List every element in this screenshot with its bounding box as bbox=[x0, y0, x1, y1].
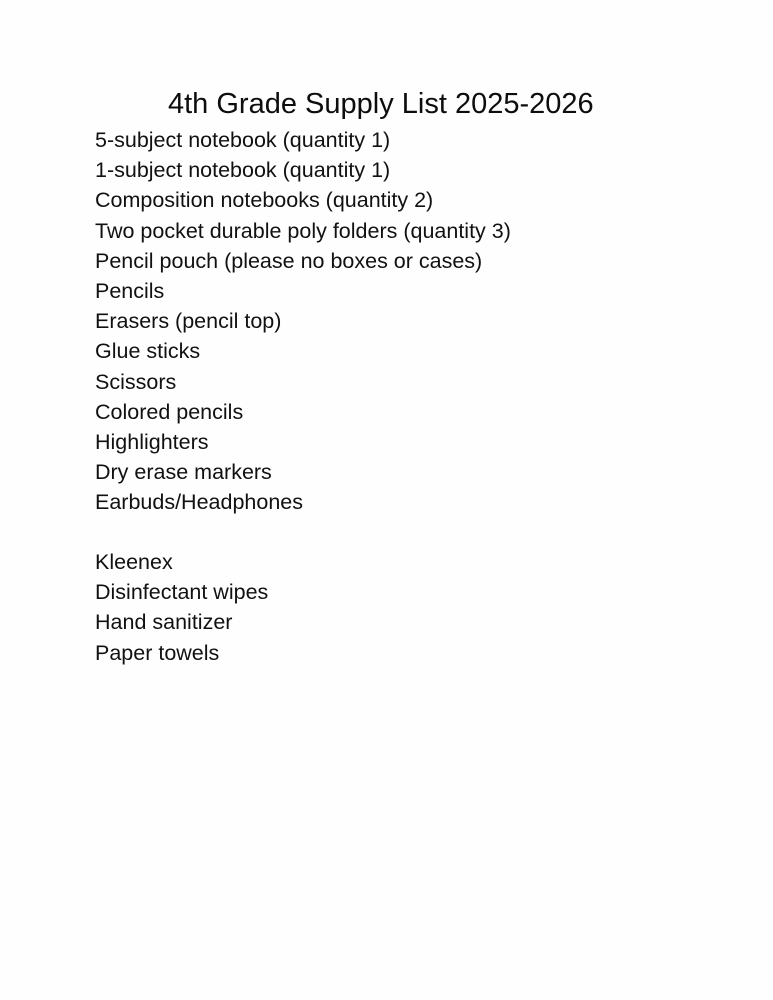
list-item: Paper towels bbox=[95, 640, 220, 665]
list-item: Highlighters bbox=[95, 429, 209, 454]
classroom-supply-list bbox=[95, 547, 268, 668]
list-item: 5-subject notebook (quantity 1) bbox=[95, 128, 391, 152]
list-item: Kleenex bbox=[95, 550, 173, 574]
list-item: Pencils bbox=[95, 278, 165, 303]
list-item: 1-subject notebook (quantity 1) bbox=[95, 158, 391, 183]
list-item: Two pocket durable poly folders (quantity 3) bbox=[95, 218, 511, 243]
list-item: Dry erase markers bbox=[95, 460, 272, 485]
list-item: Colored pencils bbox=[95, 399, 244, 424]
list-item: Composition notebooks (quantity 2) bbox=[95, 188, 434, 213]
page-title: 4th Grade Supply List 2025-2026 bbox=[168, 88, 594, 120]
list-item: Disinfectant wipes bbox=[95, 580, 269, 605]
list-item: Earbuds/Headphones bbox=[95, 490, 303, 515]
list-item: Erasers (pencil top) bbox=[95, 309, 282, 334]
list-item: Scissors bbox=[95, 369, 177, 394]
list-item: Hand sanitizer bbox=[95, 610, 233, 635]
supply-list bbox=[95, 125, 511, 517]
list-item: Pencil pouch (please no boxes or cases) bbox=[95, 248, 483, 273]
list-item: Glue sticks bbox=[95, 339, 201, 364]
